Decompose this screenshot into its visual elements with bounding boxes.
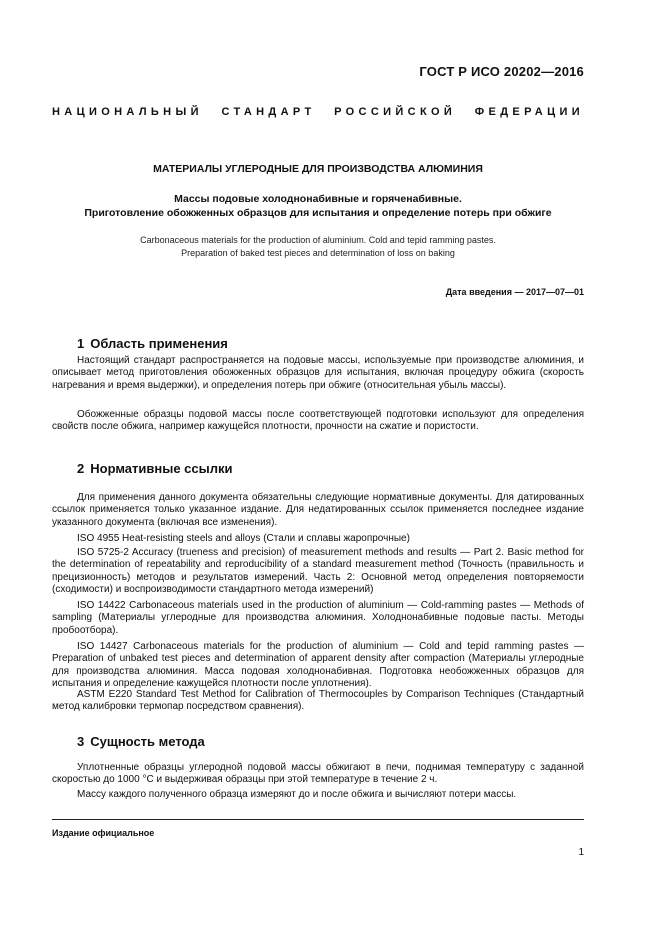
national-standard-banner: НАЦИОНАЛЬНЫЙ СТАНДАРТ РОССИЙСКОЙ ФЕДЕРАЦИИ bbox=[52, 106, 584, 118]
section-title: Сущность метода bbox=[90, 734, 205, 749]
section-1-paragraph-1: Настоящий стандарт распространяется на подовые массы, используемые при производстве алюминия, и описывает метод приготовления обожженных образцов для испытания, включая процедуру обжига (скорость нагревания и время выдержки), и определения потерь при обжиге (относительная убыль массы). bbox=[52, 355, 584, 391]
english-title-line-2: Preparation of baked test pieces and determination of loss on baking bbox=[181, 248, 455, 258]
reference-iso-14427: ISO 14427 Carbonaceous materials for the production of aluminium — Cold and tepid ramming pastes — Preparation of unbaked test pieces and determination of apparent density after compaction (Материалы углеродные для производства алюминия. Масса подовая холоднонабивная. Подготовка необожженных образцов для испытания и определение кажущейся плотности после уплотнения). bbox=[52, 641, 584, 690]
document-subtitle bbox=[52, 192, 584, 220]
section-2-heading bbox=[77, 461, 232, 476]
reference-iso-5725-2: ISO 5725-2 Accuracy (trueness and precision) of measurement methods and results — Part 2. Basic method for the determination of repeatability and reproducibility of a standard measurement method (Точность (правильность и прецизионность) методов и результатов измерений. Часть 2: Основной метод определения повторяемости (сходимости) и воспроизводимости стандартного метода измерений) bbox=[52, 547, 584, 596]
document-title: МАТЕРИАЛЫ УГЛЕРОДНЫЕ ДЛЯ ПРОИЗВОДСТВА АЛЮМИНИЯ bbox=[153, 163, 483, 175]
english-title-line-1: Carbonaceous materials for the production of aluminium. Cold and tepid ramming pastes. bbox=[140, 235, 496, 245]
section-3-heading bbox=[77, 734, 205, 749]
reference-astm-e220: ASTM E220 Standard Test Method for Calibration of Thermocouples by Comparison Techniques (Стандартный метод калибровки термопар посредством сравнения). bbox=[52, 689, 584, 713]
section-title: Область применения bbox=[90, 336, 228, 351]
section-title: Нормативные ссылки bbox=[90, 461, 233, 476]
english-title bbox=[52, 234, 584, 260]
section-number: 2 bbox=[77, 461, 85, 476]
reference-iso-4955: ISO 4955 Heat-resisting steels and alloys (Стали и сплавы жаропрочные) bbox=[77, 533, 410, 544]
introduction-date: Дата введения — 2017—07—01 bbox=[445, 287, 584, 297]
section-3-paragraph-2: Массу каждого полученного образца измеряют до и после обжига и вычисляют потери массы. bbox=[77, 789, 517, 800]
section-1-paragraph-2: Обожженные образцы подовой массы после соответствующей подготовки используют для определения свойств после обжига, например кажущейся плотности, прочности на сжатие и пористости. bbox=[52, 409, 584, 433]
subtitle-line-1: Массы подовые холоднонабивные и горяченабивные. bbox=[174, 193, 462, 205]
section-2-paragraph-1: Для применения данного документа обязательны следующие нормативные документы. Для датированных ссылок применяется только указанное издание. Для недатированных ссылок применяется последнее издание указанного документа (включая все изменения). bbox=[52, 492, 584, 528]
section-number: 1 bbox=[77, 336, 85, 351]
section-1-heading bbox=[77, 336, 228, 351]
official-edition-label: Издание официальное bbox=[52, 828, 155, 838]
page-number: 1 bbox=[578, 847, 584, 858]
section-3-paragraph-1: Уплотненные образцы углеродной подовой массы обжигают в печи, поднимая температуру с заданной скоростью до 1000 °С и выдерживая образцы при этой температуре в течение 2 ч. bbox=[52, 762, 584, 786]
document-code: ГОСТ Р ИСО 20202—2016 bbox=[419, 64, 584, 79]
section-number: 3 bbox=[77, 734, 85, 749]
subtitle-line-2: Приготовление обожженных образцов для испытания и определение потерь при обжиге bbox=[84, 207, 552, 219]
reference-iso-14422: ISO 14422 Carbonaceous materials used in the production of aluminium — Cold-ramming pastes — Methods of sampling (Материалы углеродные для производства алюминия. Холоднонабивные подовые пасты. Методы пробоотбора). bbox=[52, 600, 584, 636]
footer-divider bbox=[52, 819, 584, 820]
